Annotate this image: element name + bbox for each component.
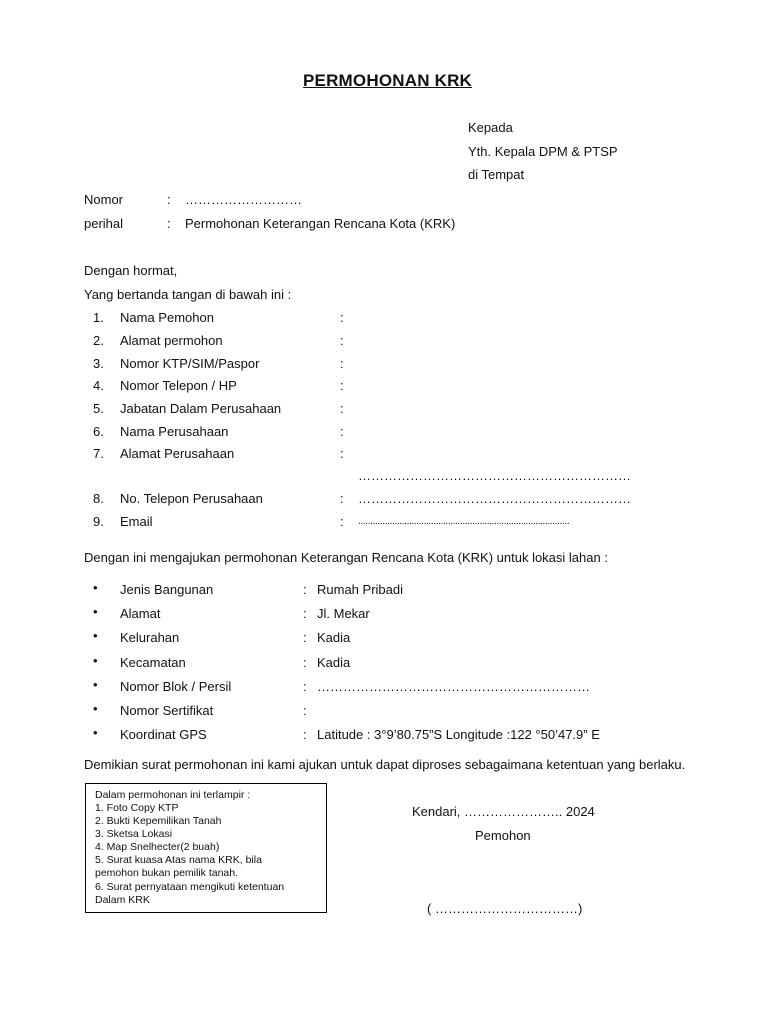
attachment-line: pemohon bukan pemilik tanah. xyxy=(95,867,239,879)
location-label: Koordinat GPS xyxy=(120,727,207,742)
field-label: Alamat Perusahaan xyxy=(120,446,235,461)
field-number: 2. xyxy=(93,333,104,348)
field-colon: : xyxy=(340,446,344,461)
field-colon: : xyxy=(340,424,344,439)
nomor-value: ……………………… xyxy=(185,192,302,207)
location-label: Nomor Blok / Persil xyxy=(120,679,232,694)
nomor-colon: : xyxy=(167,192,171,207)
perihal-label: perihal xyxy=(84,216,124,231)
attachments-box xyxy=(85,783,327,913)
attachment-line: 2. Bukti Kepemilikan Tanah xyxy=(95,815,222,827)
bullet-icon: • xyxy=(93,580,98,595)
bullet-icon: • xyxy=(93,725,98,740)
attachment-line: 6. Surat pernyataan mengikuti ketentuan xyxy=(95,881,285,893)
field-label: Jabatan Dalam Perusahaan xyxy=(120,401,282,416)
field-number: 8. xyxy=(93,491,104,506)
location-value: Kadia xyxy=(317,655,351,670)
location-colon: : xyxy=(303,703,307,718)
field-number: 7. xyxy=(93,446,104,461)
location-value: Jl. Mekar xyxy=(317,606,370,621)
bullet-icon: • xyxy=(93,677,98,692)
location-colon: : xyxy=(303,582,307,597)
field-number: 1. xyxy=(93,310,104,325)
location-label: Kecamatan xyxy=(120,655,186,670)
perihal-colon: : xyxy=(167,216,171,231)
location-value: Rumah Pribadi xyxy=(317,582,403,597)
location-label: Alamat xyxy=(120,606,161,621)
field-colon: : xyxy=(340,491,344,506)
field-label: Nama Pemohon xyxy=(120,310,214,325)
location-value: ……………………………………………………… xyxy=(317,679,590,694)
attachment-line: Dalam permohonan ini terlampir : xyxy=(95,789,251,801)
recipient-line: di Tempat xyxy=(468,167,525,182)
field-label: No. Telepon Perusahaan xyxy=(120,491,263,506)
field-number: 6. xyxy=(93,424,104,439)
attachment-line: 3. Sketsa Lokasi xyxy=(95,828,173,840)
signature-place-date: Kendari, ………………….. 2024 xyxy=(412,804,595,819)
bullet-icon: • xyxy=(93,604,98,619)
location-label: Kelurahan xyxy=(120,630,180,645)
attachment-line: 1. Foto Copy KTP xyxy=(95,802,179,814)
field-value-dots: ……………………………………………………… xyxy=(358,468,631,483)
field-number: 9. xyxy=(93,514,104,529)
signature-role: Pemohon xyxy=(475,828,531,843)
field-colon: : xyxy=(340,378,344,393)
field-colon: : xyxy=(340,310,344,325)
field-number: 4. xyxy=(93,378,104,393)
field-colon: : xyxy=(340,356,344,371)
bullet-icon: • xyxy=(93,628,98,643)
location-intro: Dengan ini mengajukan permohonan Keterangan Rencana Kota (KRK) untuk lokasi lahan : xyxy=(84,550,608,565)
field-label: Nomor KTP/SIM/Paspor xyxy=(120,356,260,371)
field-colon: : xyxy=(340,514,344,529)
field-label: Nomor Telepon / HP xyxy=(120,378,237,393)
field-number: 3. xyxy=(93,356,104,371)
location-value: Kadia xyxy=(317,630,351,645)
signature-name-line: ( ……………………………) xyxy=(427,901,583,916)
location-value: Latitude : 3°9’80.75”S Longitude :122 °50’47.9” E xyxy=(317,727,600,742)
field-number: 5. xyxy=(93,401,104,416)
field-label: Email xyxy=(120,514,153,529)
page-title: PERMOHONAN KRK xyxy=(303,71,473,90)
perihal-value: Permohonan Keterangan Rencana Kota (KRK) xyxy=(185,216,456,231)
bullet-icon: • xyxy=(93,653,98,668)
location-label: Jenis Bangunan xyxy=(120,582,214,597)
field-value-dots: ……………………………………………………… xyxy=(358,491,631,506)
recipient-line: Yth. Kepala DPM & PTSP xyxy=(468,144,618,159)
location-colon: : xyxy=(303,679,307,694)
salutation: Dengan hormat, xyxy=(84,263,178,278)
location-colon: : xyxy=(303,630,307,645)
field-colon: : xyxy=(340,333,344,348)
field-value-dots: ....................................................................................... xyxy=(358,516,570,527)
intro-text: Yang bertanda tangan di bawah ini : xyxy=(84,287,292,302)
closing-text: Demikian surat permohonan ini kami ajukan untuk dapat diproses sebagaimana ketentuan yang berlaku. xyxy=(84,757,686,772)
location-label: Nomor Sertifikat xyxy=(120,703,214,718)
attachment-line: Dalam KRK xyxy=(95,894,150,906)
bullet-icon: • xyxy=(93,701,98,716)
field-label: Nama Perusahaan xyxy=(120,424,229,439)
attachment-line: 5. Surat kuasa Atas nama KRK, bila xyxy=(95,854,262,866)
attachment-line: 4. Map Snelhecter(2 buah) xyxy=(95,841,220,853)
nomor-label: Nomor xyxy=(84,192,124,207)
field-label: Alamat permohon xyxy=(120,333,223,348)
location-colon: : xyxy=(303,727,307,742)
location-colon: : xyxy=(303,606,307,621)
field-colon: : xyxy=(340,401,344,416)
recipient-line: Kepada xyxy=(468,120,513,135)
location-colon: : xyxy=(303,655,307,670)
